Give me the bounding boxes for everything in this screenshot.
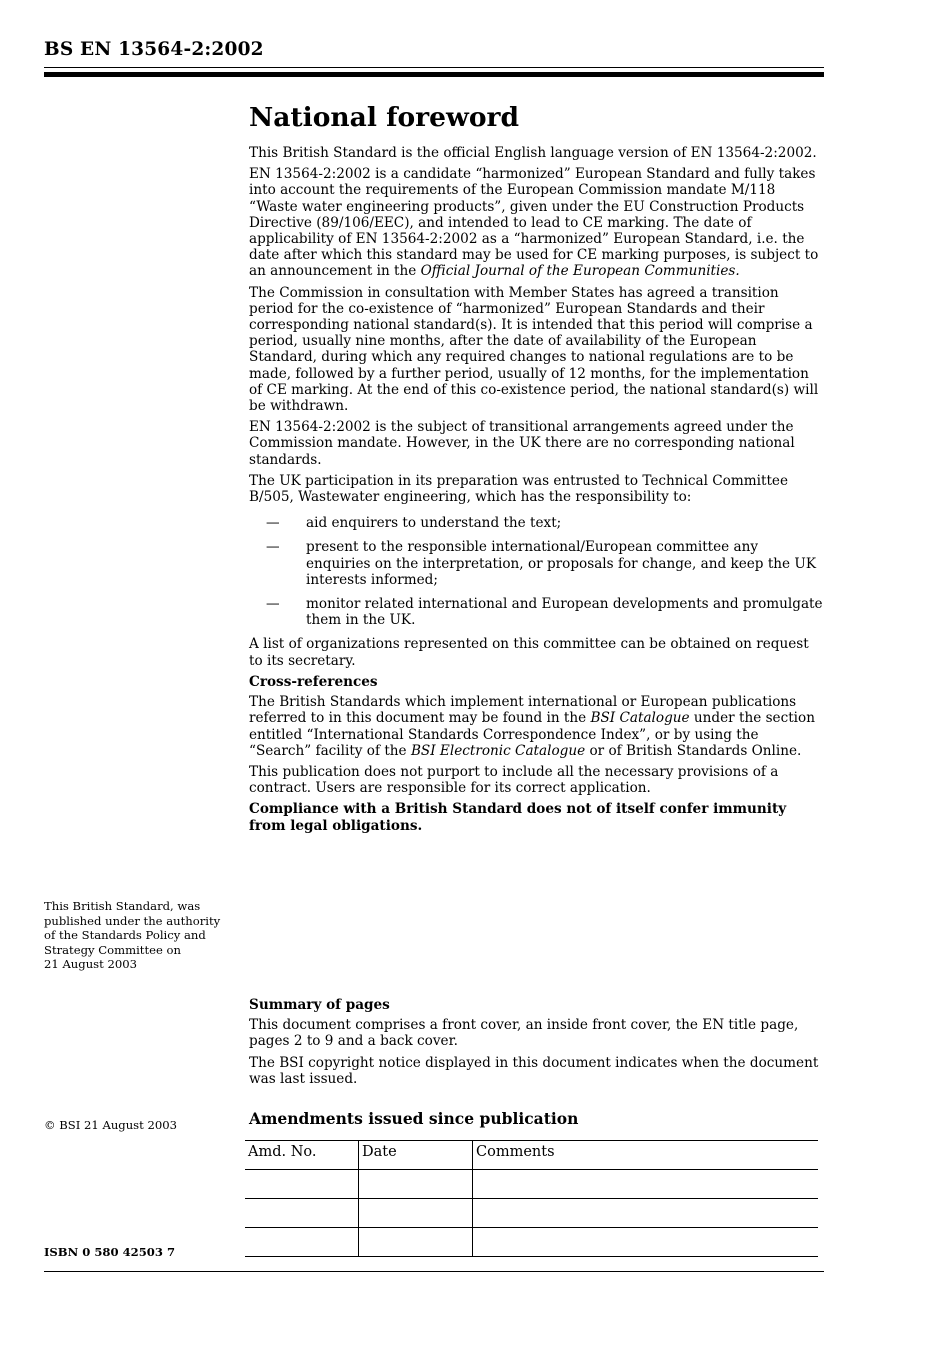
contract-note: This publication does not purport to include all the necessary provisions of a contract. Users are responsible for its correct application. [249,763,779,797]
list-item-text: aid enquirers to understand the text; [306,515,562,532]
summary-heading: Summary of pages [249,997,390,1013]
summary-of-pages-section [249,997,824,1092]
table-header-row [245,1141,818,1170]
page-title: National foreword [249,102,519,133]
table-row [245,1199,818,1228]
document-code: BS EN 13564-2:2002 [44,39,264,60]
publication-authority-note: This British Standard, was published under the authority of the Standards Policy and Strategy Committee on 21 August 2003 [44,899,221,972]
list-item [249,515,824,531]
footer-rule [44,1271,824,1272]
publication-date: 21 August 2003 [44,957,137,972]
cross-references-text: The British Standards which implement international or European publications referred to in this document may be found in the BSI Catalogue under the section entitled “International Standards Correspondence Index”, or by using the “Search” facility of the BSI Electronic Catalogue or of British Standards Online. [249,694,815,759]
bsi-catalogue-reference: BSI Catalogue [590,710,690,727]
foreword-paragraph-1: This British Standard is the official English language version of EN 13564-2:2002. [249,145,817,161]
summary-copyright-text: The BSI copyright notice displayed in this document indicates when the document was last issued. [249,1054,819,1087]
column-header-date: Date [359,1141,473,1170]
list-dash: — [266,539,280,556]
official-journal-reference: Official Journal of the European Communities. [420,263,740,280]
column-header-amd-no: Amd. No. [245,1141,359,1170]
copyright-notice: © BSI 21 August 2003 [44,1118,177,1132]
header-rule-thick [44,72,824,77]
bsi-electronic-catalogue-reference: BSI Electronic Catalogue [410,742,586,759]
cross-references-heading: Cross-references [249,673,378,690]
national-foreword-section [249,100,824,839]
list-item [249,539,824,588]
responsibilities-list [249,515,824,628]
foreword-paragraph-3: The Commission in consultation with Member States has agreed a transition period for the co-existence of “harmonized” European Standards and their corresponding national standard(s). It is intended that this period will comprise a period, usually nine months, after the date of availability of the European Standard, during which any required changes to national regulations are to be made, followed by a further period, usually of 12 months, for the implementation of CE marking. At the end of this co-existence period, the national standard(s) will be withdrawn. [249,284,819,415]
header-rule-thin [44,67,824,68]
table-row [245,1170,818,1199]
table-row [245,1228,818,1257]
summary-pages-text: This document comprises a front cover, an inside front cover, the EN title page, pages 2 to 9 and a back cover. [249,1017,799,1050]
foreword-paragraph-5: The UK participation in its preparation was entrusted to Technical Committee B/505, Wastewater engineering, which has the responsibility to: [249,472,788,506]
foreword-paragraph-4: EN 13564-2:2002 is the subject of transitional arrangements agreed under the Commission mandate. However, in the UK there are no corresponding national standards. [249,419,795,468]
list-dash: — [266,596,280,613]
amendments-table [245,1140,818,1257]
list-item-text: monitor related international and European developments and promulgate them in the UK. [306,596,823,629]
organizations-note: A list of organizations represented on this committee can be obtained on request to its secretary. [249,636,809,669]
list-item [249,596,824,628]
foreword-paragraph-2: EN 13564-2:2002 is a candidate “harmonized” European Standard and fully takes into account the requirements of the European Commission mandate M/118 “Waste water engineering products”, given under the EU Construction Products Directive (89/106/EEC), and intended to lead to CE marking. The date of applicability of EN 13564-2:2002 as a “harmonized” European Standard, i.e. the date after which this standard may be used for CE marking purposes, is subject to an announcement in the Official Journal of the European Communities. [249,166,819,280]
isbn: ISBN 0 580 42503 7 [44,1245,176,1259]
compliance-statement: Compliance with a British Standard does not of itself confer immunity from legal obligations. [249,801,787,834]
amendments-title: Amendments issued since publication [249,1109,579,1128]
list-dash: — [266,515,280,532]
list-item-text: present to the responsible international/European committee any enquiries on the interpretation, or proposals for change, and keep the UK interests informed; [306,539,817,588]
column-header-comments: Comments [473,1141,819,1170]
